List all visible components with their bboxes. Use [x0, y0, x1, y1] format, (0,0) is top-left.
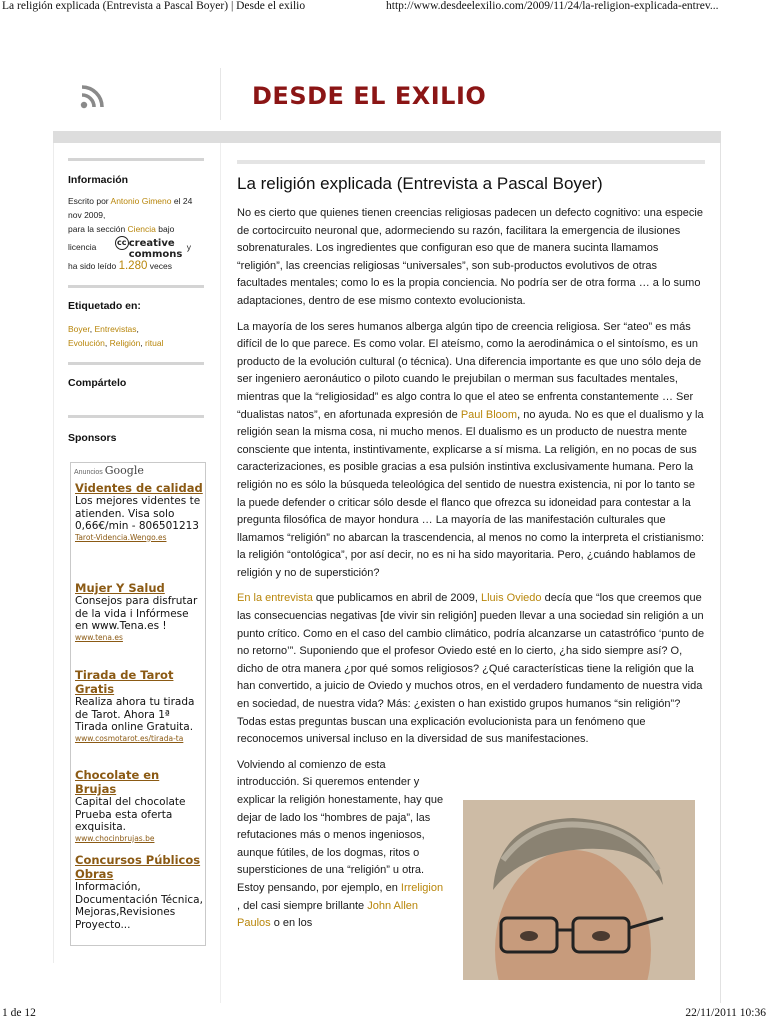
ad-description: Realiza ahora tu tirada de Tarot. Ahora 1ª Tirada online Gratuita.	[75, 696, 195, 733]
ad-title[interactable]: Videntes de calidad	[75, 481, 203, 495]
post-info	[68, 194, 204, 273]
irreligion-link[interactable]: Irreligion	[400, 881, 444, 894]
written-by-text: Escrito por	[68, 196, 109, 206]
ad-item[interactable]	[75, 581, 203, 643]
content-left-border	[53, 143, 54, 963]
and-text: y	[186, 241, 191, 252]
ad-description: Los mejores videntes te atienden. Visa solo 0,66€/min - 806501213	[75, 495, 201, 532]
tag-link[interactable]: Religión	[109, 338, 141, 348]
creative-commons-badge[interactable]: cc creative commons	[115, 236, 183, 259]
paul-bloom-link[interactable]: Paul Bloom	[460, 408, 518, 421]
paragraph-text: La mayoría de los seres humanos alberga algún tipo de creencia religiosa. Ser “ateo” es más difícil de lo que parece. Es como volar. El ateísmo, como la aerodinámica o el sintoísmo, es un producto de la evolución cultural (o técnica). Una diferencia importante es que uno sólo deja de ser ingeniero aeronáutico o piloto cuando le prejubilan o merman sus facultades mentales, mientras que la “religiosidad” es algo contra lo que el ateo se enfrenta constantemente … Ser “dualistas natos”, en afortunada expresión de	[237, 320, 702, 421]
tag-link[interactable]: Boyer	[68, 324, 90, 334]
print-page-title: La religión explicada (Entrevista a Pascal Boyer) | Desde el exilio	[2, 0, 306, 12]
ad-item[interactable]	[75, 481, 203, 543]
section-link[interactable]: Ciencia	[127, 224, 156, 234]
john-allen-paulos-link[interactable]: John Allen Paulos	[237, 899, 418, 930]
lluis-oviedo-link[interactable]: Lluis Oviedo	[481, 592, 542, 605]
cc-logo-icon: cc	[115, 236, 129, 250]
site-title[interactable]: DESDE EL EXILIO	[252, 82, 487, 110]
article-paragraph	[237, 319, 705, 583]
article-paragraph: No es cierto que quienes tienen creencias religiosas padecen un defecto cognitivo: una especie de cortocircuito neuronal que, adormeciendo su razón, facilitara la emergencia de ilusiones sobrenaturales. Los ingredientes que configuran eso que de manera sucinta llamamos “religión”, las creencias religiosas “universales”, son sub-productos evolutivos de otras facultades mentales; como lo es la propia conciencia. No podría ser de otra forma … a lo sumo adaptaciones, dentro de ese mismo contexto evolucionista.	[237, 207, 703, 307]
tag-link[interactable]: Evolución	[68, 338, 105, 348]
content-right-border	[720, 143, 721, 1003]
google-logo: Google	[104, 464, 144, 477]
author-link[interactable]: Antonio Gimeno	[110, 196, 172, 206]
read-count: 1.280	[118, 260, 148, 272]
paragraph-text: , no ayuda. No es que el dualismo y la religión sean la misma cosa, ni mucho menos. El dualismo es un producto de nuestra mente consciente que intenta, instintivamente, explicarse a sí misma. La religión, en no pocas de sus caracterizaciones, es posible gracias a esa pulsión instintiva exclusivamente humana. Pero la religión no es sólo la búsqueda teleológica del sentido de nuestra existencia, ni por lo tanto se la puede defender o criticar sólo desde el flanco que ofrezca su idoneidad para contestar a la pregunta filosófica de mayor hondura … La mayoría de las manifestación culturales que llamamos “religión” no abarcan la trascendencia, al menos no como la interpreta el cristianismo: la religión “ontológica”, por así decir, no es ni ha sido mayoritaria. Pero, ¿cuándo hablamos de religión y no de superstición?	[237, 408, 705, 579]
sidebar	[68, 158, 204, 444]
paragraph-text: Volviendo al comienzo de esta introducción. Si queremos entender y explicar la religión honestamente, hay que dejar de lado los “hombres de paja”, las refutaciones más o menos ingeniosos, aunque fútiles, de los dogmas, ritos o supersticiones de una “religión” u otra. Estoy pensando, por ejemplo, en	[237, 758, 444, 894]
tag-link[interactable]: Entrevistas	[94, 324, 137, 334]
print-header	[0, 0, 768, 16]
article-paragraph	[237, 757, 449, 933]
ad-item[interactable]	[75, 853, 203, 931]
ad-title[interactable]: Tirada de Tarot Gratis	[75, 668, 174, 696]
ad-title[interactable]: Chocolate en Brujas	[75, 768, 160, 796]
ad-url[interactable]: Tarot-Videncia.Wengo.es	[75, 532, 167, 542]
tag-link[interactable]: ritual	[145, 338, 164, 348]
info-heading: Información	[68, 174, 129, 186]
print-footer	[0, 1007, 768, 1023]
under-text: bajo	[158, 224, 175, 234]
ad-url[interactable]: www.chocinbrujas.be	[75, 833, 155, 843]
ad-url[interactable]: www.cosmotarot.es/tirada-ta	[75, 733, 184, 743]
post-date: el 24 nov 2009,	[68, 196, 193, 220]
ad-title[interactable]: Mujer Y Salud	[75, 581, 165, 595]
rss-feed-icon[interactable]	[79, 84, 105, 110]
interview-link[interactable]: En la entrevista	[237, 592, 313, 605]
paragraph-text: , del casi siempre brillante	[237, 899, 368, 912]
ad-description: Capital del chocolate Prueba esta oferta exquisita.	[75, 796, 186, 833]
header-divider	[220, 68, 221, 120]
sponsors-heading: Sponsors	[68, 432, 117, 444]
print-page-url: http://www.desdeelexilio.com/2009/11/24/la-religion-explicada-entrev...	[386, 0, 719, 12]
ad-item[interactable]	[75, 668, 203, 744]
print-page-number: 1 de 12	[2, 1007, 36, 1019]
ad-description: Consejos para disfrutar de la vida i Infórmese en www.Tena.es !	[75, 595, 198, 632]
content-top-bar	[53, 131, 721, 143]
license-text: licencia	[68, 241, 97, 252]
paragraph-text: que publicamos en abril de 2009,	[312, 592, 481, 605]
read-prefix: ha sido leído	[68, 261, 117, 271]
ad-description: Información, Documentación Técnica, Mejoras,Revisiones Proyecto...	[75, 881, 203, 931]
section-text: para la sección	[68, 224, 126, 234]
tags-heading: Etiquetado en:	[68, 300, 141, 312]
tag-list: Boyer, Entrevistas, Evolución, Religión, ritual	[68, 324, 164, 348]
paragraph-text: o en los	[270, 917, 313, 930]
ads-label: Anuncios	[74, 469, 103, 476]
print-datetime: 22/11/2011 10:36	[685, 1007, 766, 1019]
ad-item[interactable]	[75, 768, 203, 844]
read-suffix: veces	[149, 261, 172, 271]
article-title[interactable]: La religión explicada (Entrevista a Pascal Boyer)	[237, 174, 603, 193]
article-paragraph	[237, 590, 705, 748]
paragraph-text: decía que “los que creemos que las consecuencias negativas [de vivir sin religión] pueden llevar a una sociedad sin religión a un punto crítico. Como en el caso del cambio climático, podría alcanzarse un catastrófico ‘punto de no retorno’”. Suponiendo que el profesor Oviedo esté en lo cierto, ¿ha sido siempre así? O, dicho de otra manera ¿por qué somos religiosos? ¿Qué características tiene la religión que la han convertido, a juicio de Oviedo y muchos otros, en el verdadero fundamento de nuestra vida en sociedad, de nuestra vida? Más: ¿existen o han existido grupos humanos “sin religión”? Todas estas preguntas buscan una explicación evolucionista para un fenómeno que reconocemos universal incluso en la diversidad de sus manifestaciones.	[237, 592, 705, 746]
article-top-rule	[237, 160, 705, 164]
share-heading: Compártelo	[68, 377, 127, 389]
ads-by-google[interactable]	[74, 464, 144, 477]
pascal-boyer-photo	[463, 800, 695, 980]
portrait-image	[463, 800, 695, 980]
column-divider	[220, 143, 221, 1003]
ad-url[interactable]: www.tena.es	[75, 632, 123, 642]
google-ads-box	[70, 462, 206, 946]
ad-title[interactable]: Concursos Públicos Obras	[75, 853, 201, 881]
